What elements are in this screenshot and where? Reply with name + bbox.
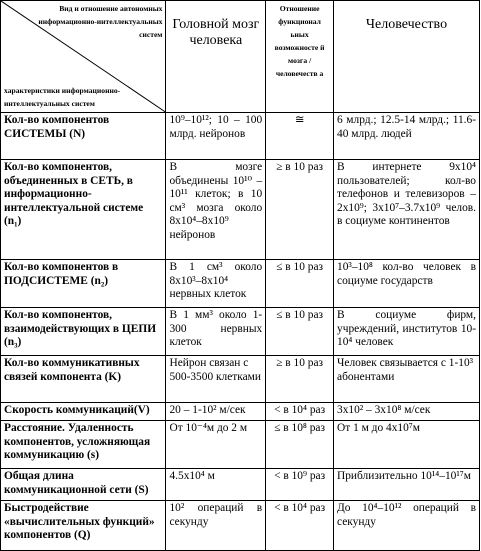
row-label: Кол-во коммуникативных связей компонента (K) (1, 356, 166, 403)
row-label: Расстояние. Удаленность компонентов, усложняющая коммуникацию (s) (1, 421, 166, 469)
row-label: Кол-во компонентов, объединенных в СЕТЬ, в информационно-интеллектуальной системе (n₁) (1, 160, 166, 260)
row-label: Кол-во компонентов в ПОДСИСТЕМЕ (n₂) (1, 260, 166, 308)
ratio-value: < в 10⁴ раз (266, 501, 334, 551)
table-row (1, 356, 480, 403)
row-label: Общая длина коммуникационной сети (S) (1, 469, 166, 501)
ratio-value: ≅ (266, 113, 334, 160)
header-brain: Головной мозг человека (166, 1, 266, 113)
ratio-value: ≤ в 10 раз (266, 308, 334, 356)
table-row (1, 421, 480, 469)
humanity-value: В социуме фирм, учреждений, институтов 10-10⁴ человек (334, 308, 480, 356)
table-row (1, 260, 480, 308)
humanity-value: От 1 м до 4x10⁷м (334, 421, 480, 469)
table-row (1, 113, 480, 160)
brain-value: От 10⁻⁴м до 2 м (166, 421, 266, 469)
brain-value: 10² операций в секунду (166, 501, 266, 551)
corner-cell (1, 1, 166, 113)
row-label: Кол-во компонентов СИСТЕМЫ (N) (1, 113, 166, 160)
humanity-value: Приблизительно 10¹⁴–10¹⁷м (334, 469, 480, 501)
ratio-value: ≤ в 10 раз (266, 260, 334, 308)
ratio-value: < в 10⁴ раз (266, 403, 334, 421)
corner-top-label: Вид и отношение автономных информационно-интеллектуальных систем (38, 4, 163, 39)
corner-bottom-label: характеристики информационно-интеллектуальных систем (4, 86, 121, 108)
ratio-value: ≥ в 10 раз (266, 160, 334, 260)
row-label: Быстродействие «вычислительных функций» компонентов (Q) (1, 501, 166, 551)
humanity-value: 3x10² – 3x10⁸ м/сек (334, 403, 480, 421)
ratio-value: ≤ в 10⁸ раз (266, 421, 334, 469)
brain-value: Нейрон связан с 500-3500 клетками (166, 356, 266, 403)
ratio-value: < в 10⁹ раз (266, 469, 334, 501)
header-row (1, 1, 480, 113)
brain-value: В 1 мм³ около 1-300 нервных клеток (166, 308, 266, 356)
row-label: Скорость коммуникаций(V) (1, 403, 166, 421)
brain-value: 4.5x10⁴ м (166, 469, 266, 501)
brain-value: 10⁹–10¹²; 10 – 100 млрд. нейронов (166, 113, 266, 160)
brain-value: 20 – 1-10² м/сек (166, 403, 266, 421)
ratio-value: ≥ в 10 раз (266, 356, 334, 403)
humanity-value: 10³–10⁸ кол-во человек в социуме государств (334, 260, 480, 308)
brain-value: В 1 см³ около 8x10³–8x10⁴ нервных клеток (166, 260, 266, 308)
humanity-value: Человек связывается с 1-10³ абонентами (334, 356, 480, 403)
header-ratio: Отношение функционал ьных возможносте й мозга / человечеств а (266, 1, 334, 113)
table-row (1, 308, 480, 356)
table-row (1, 403, 480, 421)
header-humanity: Человечество (334, 1, 480, 113)
humanity-value: До 10⁴–10¹² операций в секунду (334, 501, 480, 551)
table-row (1, 501, 480, 551)
humanity-value: 6 млрд.; 12.5-14 млрд.; 11.6-40 млрд. людей (334, 113, 480, 160)
row-label: Кол-во компонентов, взаимодействующих в ЦЕПИ (n₃) (1, 308, 166, 356)
brain-value: В мозге объединены 10¹⁰ –10¹¹ клеток; в 10 см³ мозга около 8x10⁴–8x10⁹ нейронов (166, 160, 266, 260)
table-row (1, 160, 480, 260)
table-row (1, 469, 480, 501)
humanity-value: В интернете 9x10⁴ пользователей; кол-во телефонов и телевизоров – 2x10⁹; 3x10⁷–3.7x10⁹ челов. в социуме континентов (334, 160, 480, 260)
